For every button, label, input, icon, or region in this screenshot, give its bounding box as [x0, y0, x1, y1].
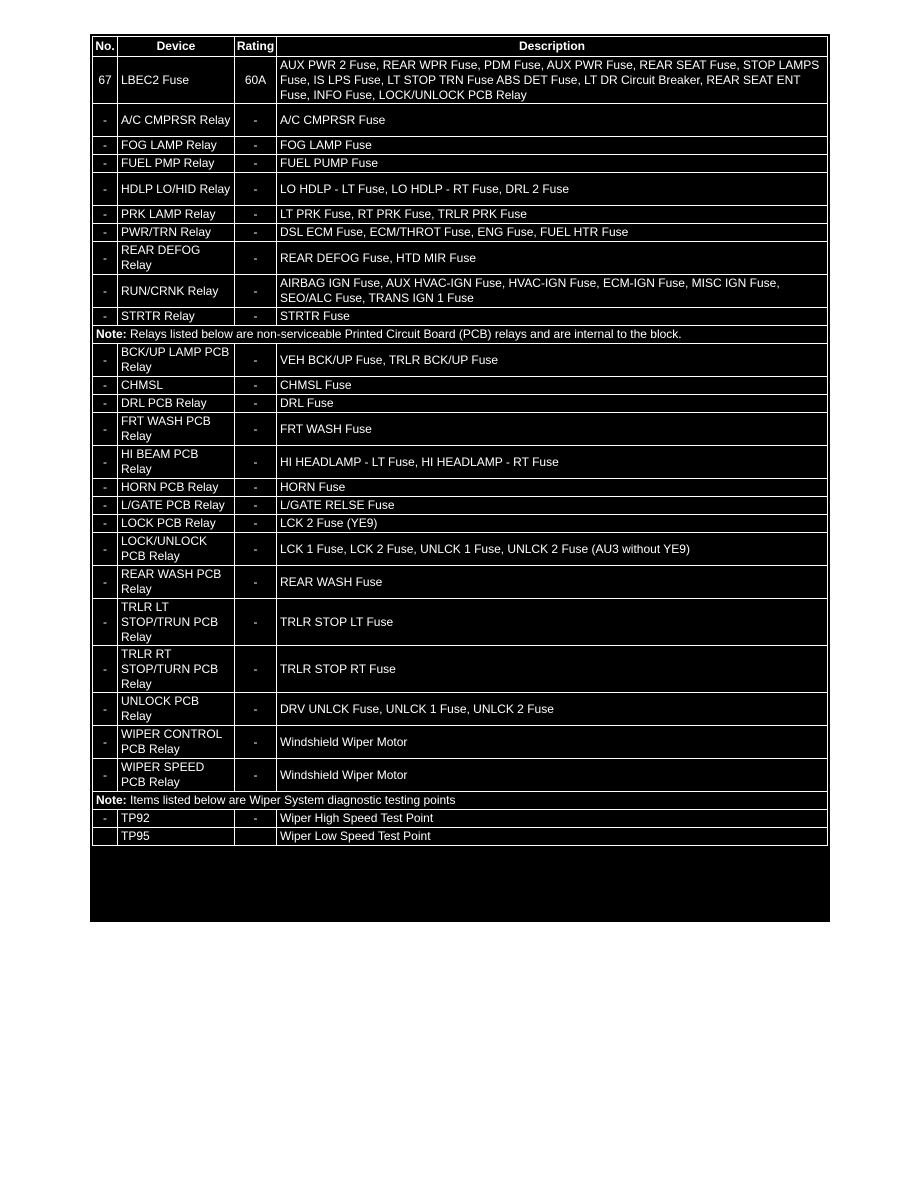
cell-device: HDLP LO/HID Relay	[118, 173, 235, 206]
cell-device: STRTR Relay	[118, 308, 235, 326]
table-row	[93, 515, 828, 533]
cell-no: -	[93, 155, 118, 173]
cell-description: AIRBAG IGN Fuse, AUX HVAC-IGN Fuse, HVAC-IGN Fuse, ECM-IGN Fuse, MISC IGN Fuse, SEO/ALC Fuse, TRANS IGN 1 Fuse	[277, 275, 828, 308]
cell-no: -	[93, 242, 118, 275]
cell-description: LO HDLP - LT Fuse, LO HDLP - RT Fuse, DRL 2 Fuse	[277, 173, 828, 206]
table-row	[93, 566, 828, 599]
cell-rating: -	[235, 479, 277, 497]
cell-description: FRT WASH Fuse	[277, 413, 828, 446]
table-row	[93, 533, 828, 566]
cell-device: UNLOCK PCB Relay	[118, 693, 235, 726]
cell-device: TRLR RT STOP/TURN PCB Relay	[118, 646, 235, 693]
table-row	[93, 242, 828, 275]
cell-rating: -	[235, 726, 277, 759]
table-row	[93, 137, 828, 155]
cell-no: -	[93, 759, 118, 792]
cell-device: DRL PCB Relay	[118, 395, 235, 413]
fuse-relay-table	[92, 36, 828, 846]
cell-description: DSL ECM Fuse, ECM/THROT Fuse, ENG Fuse, FUEL HTR Fuse	[277, 224, 828, 242]
cell-device: REAR WASH PCB Relay	[118, 566, 235, 599]
cell-no: -	[93, 308, 118, 326]
table-row	[93, 173, 828, 206]
cell-no: -	[93, 693, 118, 726]
cell-rating: -	[235, 224, 277, 242]
cell-no: -	[93, 344, 118, 377]
cell-no: -	[93, 515, 118, 533]
table-row	[93, 377, 828, 395]
cell-no: -	[93, 646, 118, 693]
note-cell	[93, 792, 828, 810]
cell-no: -	[93, 275, 118, 308]
cell-description: TRLR STOP RT Fuse	[277, 646, 828, 693]
cell-rating: -	[235, 759, 277, 792]
cell-description: Wiper Low Speed Test Point	[277, 828, 828, 846]
table-row	[93, 646, 828, 693]
cell-description: REAR WASH Fuse	[277, 566, 828, 599]
cell-no: -	[93, 810, 118, 828]
cell-device: HORN PCB Relay	[118, 479, 235, 497]
cell-device: BCK/UP LAMP PCB Relay	[118, 344, 235, 377]
cell-device: LOCK/UNLOCK PCB Relay	[118, 533, 235, 566]
cell-description: L/GATE RELSE Fuse	[277, 497, 828, 515]
cell-no: -	[93, 206, 118, 224]
header-description: Description	[277, 37, 828, 57]
cell-rating: -	[235, 810, 277, 828]
table-row	[93, 810, 828, 828]
cell-no: -	[93, 726, 118, 759]
cell-device: WIPER CONTROL PCB Relay	[118, 726, 235, 759]
cell-rating: -	[235, 377, 277, 395]
note-label: Note:	[96, 793, 127, 807]
cell-rating: 60A	[235, 57, 277, 104]
cell-device: PRK LAMP Relay	[118, 206, 235, 224]
cell-device: RUN/CRNK Relay	[118, 275, 235, 308]
table-row	[93, 206, 828, 224]
cell-description: VEH BCK/UP Fuse, TRLR BCK/UP Fuse	[277, 344, 828, 377]
table-row	[93, 308, 828, 326]
cell-no: -	[93, 566, 118, 599]
cell-device: FUEL PMP Relay	[118, 155, 235, 173]
cell-rating: -	[235, 155, 277, 173]
header-device: Device	[118, 37, 235, 57]
note-cell	[93, 326, 828, 344]
cell-description: LT PRK Fuse, RT PRK Fuse, TRLR PRK Fuse	[277, 206, 828, 224]
note-text: Relays listed below are non-serviceable Printed Circuit Board (PCB) relays and are internal to the block.	[130, 327, 682, 341]
cell-no: -	[93, 395, 118, 413]
table-row	[93, 413, 828, 446]
table-row	[93, 599, 828, 646]
table-row	[93, 693, 828, 726]
note-row	[93, 792, 828, 810]
cell-rating: -	[235, 137, 277, 155]
cell-rating: -	[235, 206, 277, 224]
cell-description: A/C CMPRSR Fuse	[277, 104, 828, 137]
cell-no: 67	[93, 57, 118, 104]
cell-device: FRT WASH PCB Relay	[118, 413, 235, 446]
table-row	[93, 57, 828, 104]
cell-description: DRV UNLCK Fuse, UNLCK 1 Fuse, UNLCK 2 Fuse	[277, 693, 828, 726]
cell-device: TP92	[118, 810, 235, 828]
header-no: No.	[93, 37, 118, 57]
table-row	[93, 479, 828, 497]
cell-description: TRLR STOP LT Fuse	[277, 599, 828, 646]
cell-rating: -	[235, 275, 277, 308]
cell-no: -	[93, 497, 118, 515]
cell-rating	[235, 828, 277, 846]
cell-no: -	[93, 104, 118, 137]
cell-rating: -	[235, 566, 277, 599]
cell-description: HI HEADLAMP - LT Fuse, HI HEADLAMP - RT Fuse	[277, 446, 828, 479]
table-row	[93, 275, 828, 308]
table-row	[93, 726, 828, 759]
table-row	[93, 446, 828, 479]
cell-no: -	[93, 137, 118, 155]
fuse-table-frame	[90, 34, 830, 922]
cell-rating: -	[235, 395, 277, 413]
cell-description: CHMSL Fuse	[277, 377, 828, 395]
cell-device: FOG LAMP Relay	[118, 137, 235, 155]
cell-device: TRLR LT STOP/TRUN PCB Relay	[118, 599, 235, 646]
header-rating: Rating	[235, 37, 277, 57]
cell-rating: -	[235, 308, 277, 326]
cell-description: LCK 2 Fuse (YE9)	[277, 515, 828, 533]
cell-rating: -	[235, 242, 277, 275]
table-row	[93, 224, 828, 242]
cell-description: FUEL PUMP Fuse	[277, 155, 828, 173]
cell-no: -	[93, 224, 118, 242]
cell-rating: -	[235, 693, 277, 726]
note-label: Note:	[96, 327, 127, 341]
cell-device: CHMSL	[118, 377, 235, 395]
table-row	[93, 344, 828, 377]
cell-rating: -	[235, 104, 277, 137]
cell-rating: -	[235, 446, 277, 479]
table-row	[93, 759, 828, 792]
cell-device: PWR/TRN Relay	[118, 224, 235, 242]
cell-rating: -	[235, 533, 277, 566]
cell-description: AUX PWR 2 Fuse, REAR WPR Fuse, PDM Fuse, AUX PWR Fuse, REAR SEAT Fuse, STOP LAMPS Fuse, IS LPS Fuse, LT STOP TRN Fuse ABS DET Fuse, LT DR Circuit Breaker, REAR SEAT ENT Fuse, INFO Fuse, LOCK/UNLOCK PCB Relay	[277, 57, 828, 104]
cell-rating: -	[235, 497, 277, 515]
cell-description: FOG LAMP Fuse	[277, 137, 828, 155]
cell-device: HI BEAM PCB Relay	[118, 446, 235, 479]
cell-description: REAR DEFOG Fuse, HTD MIR Fuse	[277, 242, 828, 275]
table-row	[93, 497, 828, 515]
cell-rating: -	[235, 413, 277, 446]
cell-description: Wiper High Speed Test Point	[277, 810, 828, 828]
table-header-row	[93, 37, 828, 57]
cell-rating: -	[235, 599, 277, 646]
cell-no: -	[93, 173, 118, 206]
cell-device: TP95	[118, 828, 235, 846]
table-row	[93, 155, 828, 173]
cell-description: Windshield Wiper Motor	[277, 759, 828, 792]
cell-device: L/GATE PCB Relay	[118, 497, 235, 515]
cell-no: -	[93, 599, 118, 646]
cell-no: -	[93, 533, 118, 566]
cell-description: DRL Fuse	[277, 395, 828, 413]
cell-device: A/C CMPRSR Relay	[118, 104, 235, 137]
table-row	[93, 828, 828, 846]
cell-device: LBEC2 Fuse	[118, 57, 235, 104]
cell-no: -	[93, 446, 118, 479]
cell-device: REAR DEFOG Relay	[118, 242, 235, 275]
cell-no: -	[93, 413, 118, 446]
cell-no: -	[93, 377, 118, 395]
cell-rating: -	[235, 173, 277, 206]
table-row	[93, 395, 828, 413]
cell-no: -	[93, 479, 118, 497]
cell-rating: -	[235, 344, 277, 377]
cell-device: WIPER SPEED PCB Relay	[118, 759, 235, 792]
cell-device: LOCK PCB Relay	[118, 515, 235, 533]
note-text: Items listed below are Wiper System diagnostic testing points	[130, 793, 456, 807]
cell-description: HORN Fuse	[277, 479, 828, 497]
cell-description: STRTR Fuse	[277, 308, 828, 326]
cell-description: LCK 1 Fuse, LCK 2 Fuse, UNLCK 1 Fuse, UNLCK 2 Fuse (AU3 without YE9)	[277, 533, 828, 566]
cell-description: Windshield Wiper Motor	[277, 726, 828, 759]
cell-no	[93, 828, 118, 846]
table-row	[93, 104, 828, 137]
table-body	[93, 57, 828, 846]
cell-rating: -	[235, 646, 277, 693]
note-row	[93, 326, 828, 344]
cell-rating: -	[235, 515, 277, 533]
